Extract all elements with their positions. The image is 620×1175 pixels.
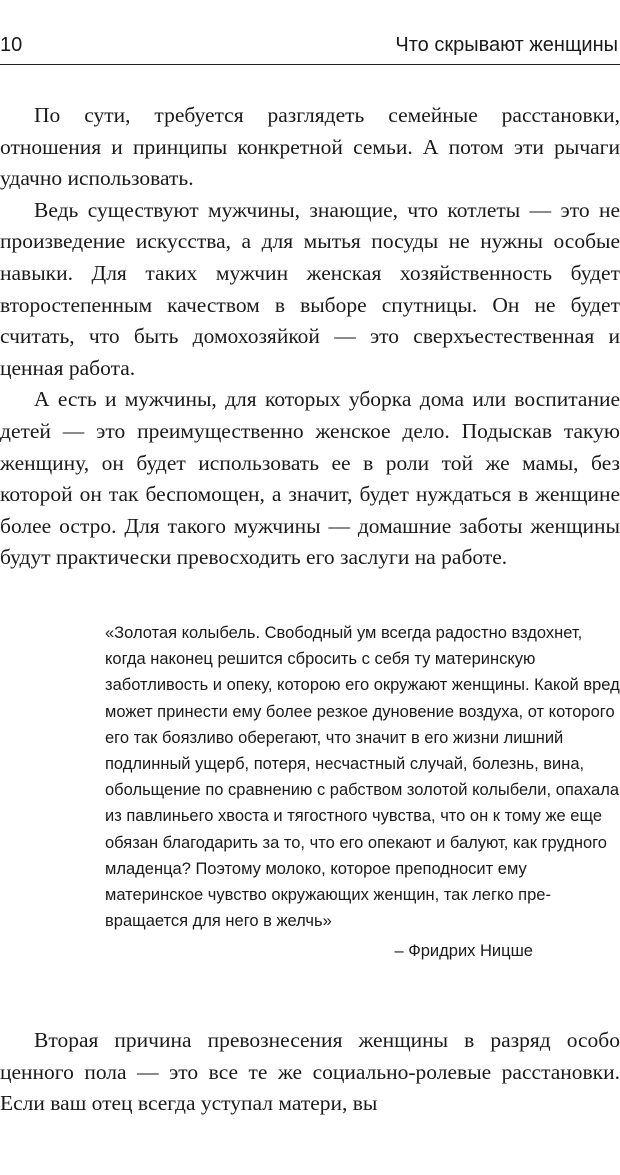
quote-text: «Золотая колыбель. Свободный ум всегда радостно вздохнет, когда наконец решится сбросить с себя ту материнскую заботливость и опеку, которою его окружают женщины. Какой вред может принести ему более резкое дуновение воздуха, от которого его так боязливо оберегают, что значит в его жизни лишний подлинный ущерб, потеря, несчастный случай, болезнь, вина, обольщение по сравнению с рабством золотой колыбели, опахала из павлиньего хвоста и тягостного чувства, что он к тому же еще обязан благодарить за то, что его опекают и балуют, как грудного младенца? Поэтому молоко, которое преподносит ему материнское чувство окружающих женщин, так легко превращается для него в желчь» [105,624,620,931]
page-number: 10 [0,34,23,56]
paragraph: Вторая причина превознесения женщины в разряд особо ценного пола — это все те же социально-ролевые расстановки. Если ваш отец всегда уступал матери, вы [0,1028,620,1116]
paragraph: Ведь существуют мужчины, знающие, что котлеты — это не произведение искусства, а для мытья посуды не нужны особые навыки. Для таких мужчин женская хозяйственность будет второстепенным качеством в выборе спутницы. Он не будет считать, что быть домохозяйкой — это сверхъестественная и ценная работа. [0,197,620,380]
closing-text [0,1025,620,1120]
paragraph: По сути, требуется разглядеть семейные расстановки, отношения и принципы конкретной семьи. А потом эти рычаги удачно использовать. [0,103,620,191]
page-header [0,30,620,65]
running-title: Что скрывают женщины [395,34,618,56]
epigraph-quote [105,620,620,965]
main-text [0,100,620,574]
paragraph: А есть и мужчины, для которых уборка дома или воспитание детей — это преимущественно женское дело. Подыскав такую женщину, он будет использовать ее в роли той же мамы, без которой он так беспомощен, а значит, будет нуждаться в женщине более остро. Для такого мужчины — домашние заботы женщины будут практически превосходить его заслуги на работе. [0,387,620,570]
quote-author: – Фридрих Ницше [394,942,533,961]
